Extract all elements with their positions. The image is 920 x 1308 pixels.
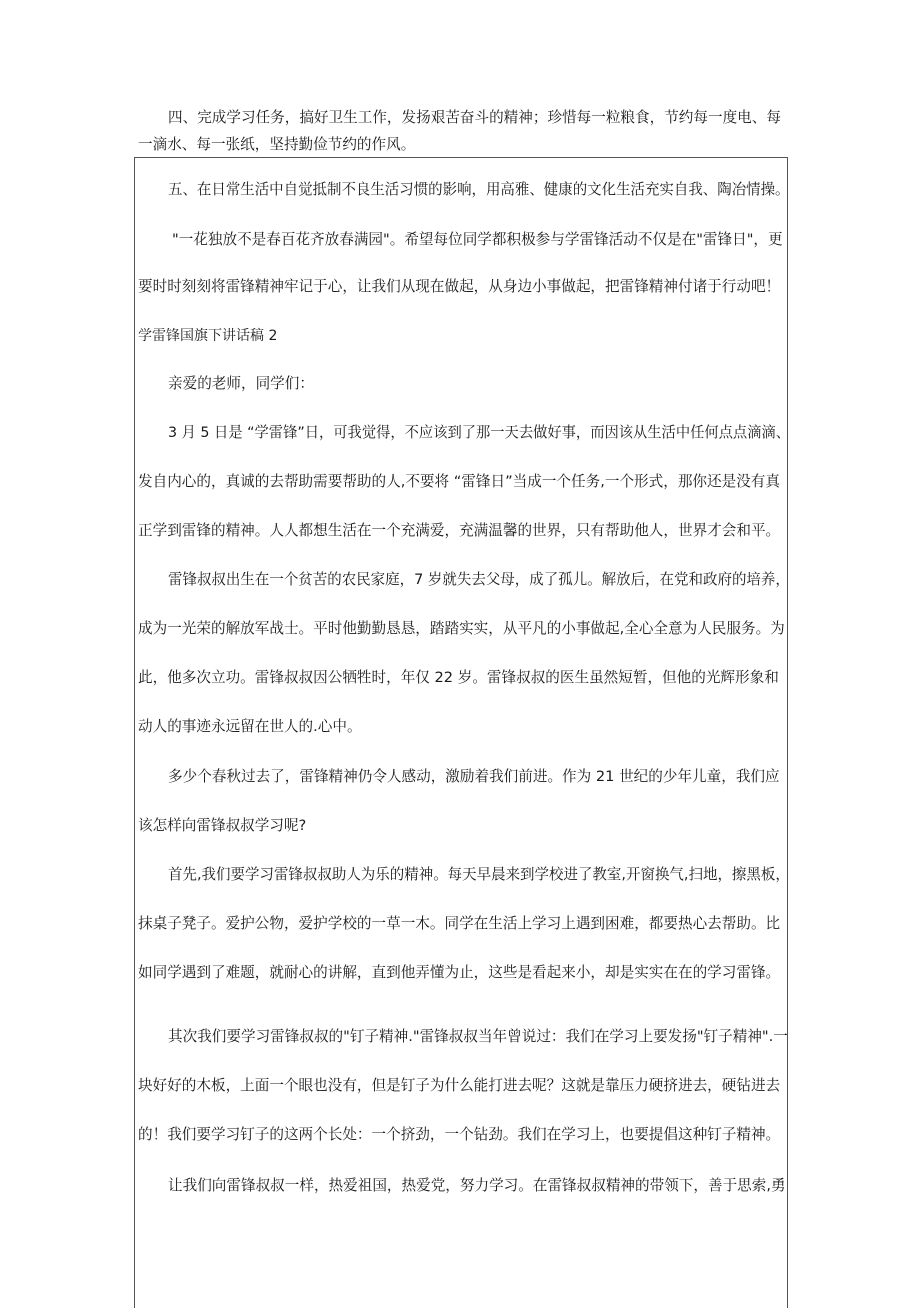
- paragraph-b-line-1: 雷锋叔叔出生在一个贫苦的农民家庭，7 岁就失去父母，成了孤儿。解放后，在党和政府的培养，: [168, 571, 790, 588]
- paragraph-a-line-3: 正学到雷锋的精神。人人都想生活在一个充满爱，充满温馨的世界，只有帮助他人，世界才会和平。: [138, 522, 781, 539]
- paragraph-b-line-3: 此，他多次立功。雷锋叔叔因公牺牲时，年仅 22 岁。雷锋叔叔的医生虽然短暂，但他的光辉形象和: [138, 669, 779, 686]
- paragraph-a-line-1: 3 月 5 日是 “学雷锋”日，可我觉得，不应该到了那一天去做好事，而因该从生活中任何点点滴滴、: [168, 424, 791, 441]
- quote-line-1: "一花独放不是春百花齐放春满园"。希望每位同学都积极参与学雷锋活动不仅是在"雷锋日"，更: [172, 231, 783, 248]
- paragraph-c-line-1: 多少个春秋过去了，雷锋精神仍令人感动，激励着我们前进。作为 21 世纪的少年儿童，我们应: [168, 768, 780, 785]
- greeting: 亲爱的老师，同学们：: [168, 375, 314, 392]
- paragraph-five: 五、在日常生活中自觉抵制不良生活习惯的影响，用高雅、健康的文化生活充实自我、陶冶情操。: [168, 181, 790, 198]
- section-title: 学雷锋国旗下讲话稿 2: [138, 328, 278, 344]
- paragraph-e-line-3: 的！我们要学习钉子的这两个长处：一个挤劲，一个钻劲。我们在学习上，也要提倡这种钉子精神。: [138, 1126, 781, 1143]
- paragraph-b-line-4: 动人的事迹永远留在世人的.心中。: [138, 718, 362, 735]
- paragraph-e-line-2: 块好好的木板，上面一个眼也没有，但是钉子为什么能打进去呢？这就是靠压力硬挤进去，硬钻进去: [138, 1077, 781, 1094]
- paragraph-a-line-2: 发自内心的，真诚的去帮助需要帮助的人,不要将 “雷锋日”当成一个任务,一个形式，那你还是没有真: [138, 473, 780, 490]
- paragraph-c-line-2: 该怎样向雷锋叔叔学习呢?: [138, 817, 307, 834]
- paragraph-e-line-1: 其次我们要学习雷锋叔叔的"钉子精神."雷锋叔叔当年曾说过：我们在学习上要发扬"钉子精神".一: [168, 1028, 788, 1045]
- paragraph-four-line-2: 一滴水、每一张纸，坚持勤俭节约的作风。: [138, 136, 416, 153]
- paragraph-f-line-1: 让我们向雷锋叔叔一样，热爱祖国，热爱党，努力学习。在雷锋叔叔精神的带领下，善于思索,勇: [168, 1177, 786, 1194]
- quote-line-2: 要时时刻刻将雷锋精神牢记于心，让我们从现在做起，从身边小事做起，把雷锋精神付诸于行动吧！: [138, 278, 781, 295]
- paragraph-d-line-2: 抹桌子凳子。爱护公物，爱护学校的一草一木。同学在生活上学习上遇到困难，都要热心去帮助。比: [138, 915, 781, 932]
- paragraph-d-line-1: 首先,我们要学习雷锋叔叔助人为乐的精神。每天早晨来到学校进了教室,开窗换气,扫地，擦黑板，: [168, 866, 790, 883]
- paragraph-b-line-2: 成为一光荣的解放军战士。平时他勤勤恳恳，踏踏实实，从平凡的小事做起,全心全意为人民服务。为: [138, 620, 785, 637]
- paragraph-d-line-3: 如同学遇到了难题，就耐心的讲解，直到他弄懂为止，这些是看起来小，却是实实在在的学习雷锋。: [138, 964, 781, 981]
- paragraph-four-line-1: 四、完成学习任务，搞好卫生工作，发扬艰苦奋斗的精神；珍惜每一粒粮食，节约每一度电、每: [168, 109, 781, 126]
